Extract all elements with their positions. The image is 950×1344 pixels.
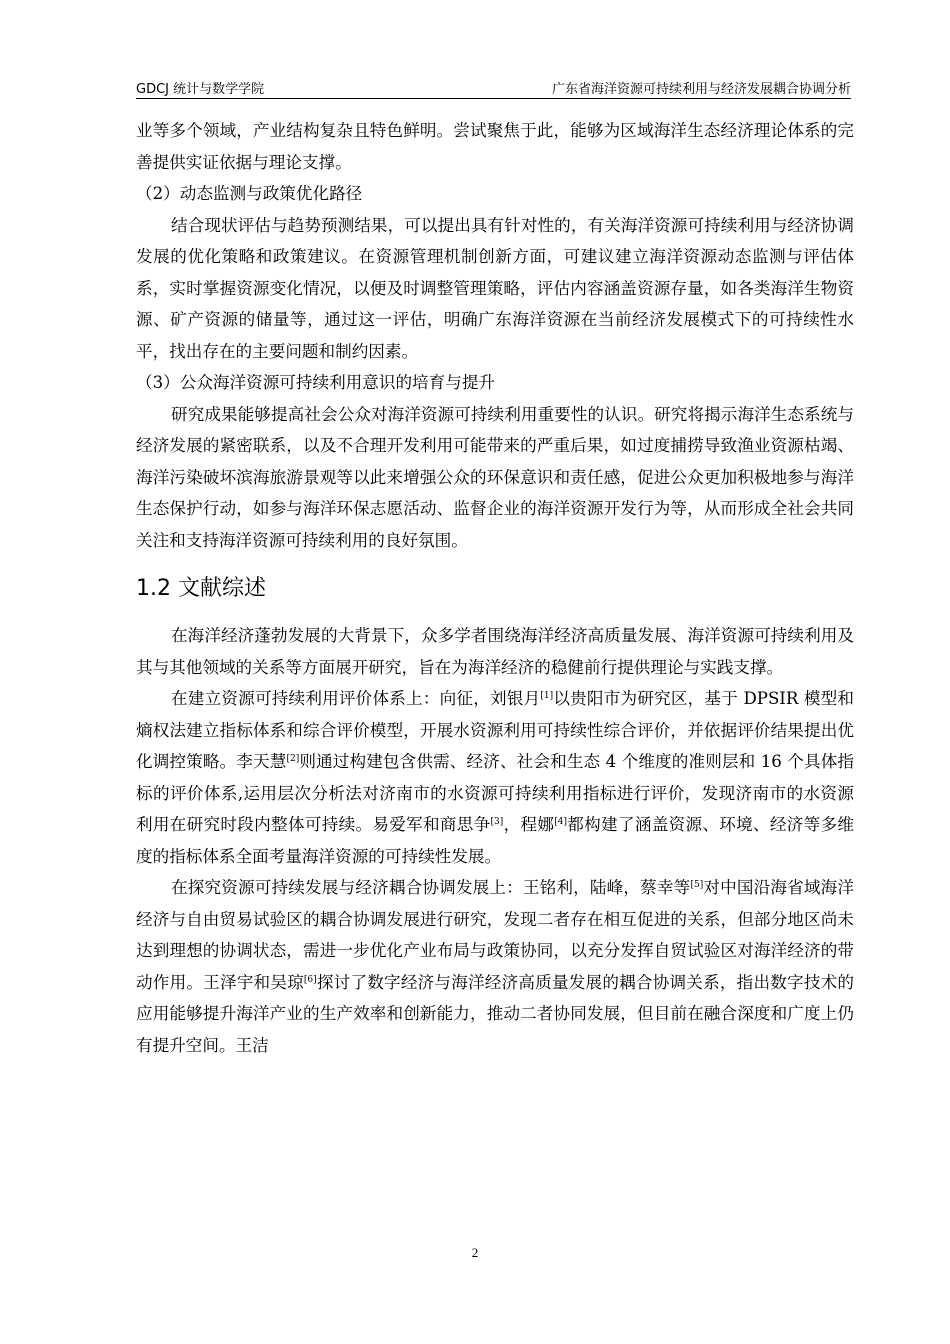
citation-2: [2]: [286, 754, 300, 764]
subheading-3: （3）公众海洋资源可持续利用意识的培育与提升: [136, 373, 496, 392]
paragraph-coupling-coordination: [136, 872, 854, 1061]
paragraph-evaluation-system: [136, 683, 854, 872]
paragraph-awareness: 研究成果能够提高社会公众对海洋资源可持续利用重要性的认识。研究将揭示海洋生态系统与经济发展的紧密联系，以及不合理开发利用可能带来的严重后果，如过度捕捞导致渔业资源枯竭、海洋污染破坏滨海旅游景观等以此来增强公众的环保意识和责任感，促进公众更加积极地参与海洋生态保护行动，如参与海洋环保志愿活动、监督企业的海洋资源开发行为等，从而形成全社会共同关注和支持海洋资源可持续利用的良好氛围。: [136, 404, 854, 550]
header-left-text: GDCJ 统计与数学学院: [136, 82, 265, 97]
text-segment: 在探究资源可持续发展与经济耦合协调发展上：王铭利，陆峰，蔡幸等: [171, 878, 691, 897]
header-right-text: 广东省海洋资源可持续利用与经济发展耦合协调分析: [551, 82, 851, 97]
citation-1: [1]: [540, 691, 554, 701]
paragraph-monitoring: 结合现状评估与趋势预测结果，可以提出具有针对性的，有关海洋资源可持续利用与经济协调发展的优化策略和政策建议。在资源管理机制创新方面，可建议建立海洋资源动态监测与评估体系，实时掌握资源变化情况，以便及时调整管理策略，评估内容涵盖资源存量，如各类海洋生物资源、矿产资源的储量等，通过这一评估，明确广东海洋资源在当前经济发展模式下的可持续性水平，找出存在的主要问题和制约因素。: [136, 215, 854, 361]
citation-4: [4]: [554, 817, 567, 827]
page-number: 2: [471, 1245, 479, 1260]
citation-6: [6]: [303, 974, 317, 985]
text-segment: 探讨了数字经济与海洋经济高质量发展的耦合协调关系，指出数字技术的应用能够提升海洋产业的生产效率和创新能力，推动二者协同发展，但目前在融合深度和广度上仍有提升空间。王洁: [136, 972, 855, 1055]
page-header: [136, 76, 851, 99]
text-segment: 都构建了涵盖资源、环境、经济等多维度的指标体系全面考量海洋资源的可持续性发展。: [136, 815, 855, 866]
text-segment: 以贵阳市为研究区，基于 DPSIR 模型和熵权法建立指标体系和综合评价模型，开展水资源利用可持续性综合评价，并依据评价结果提出优化调控策略。李天慧: [136, 689, 855, 771]
paragraph-background: 在海洋经济蓬勃发展的大背景下，众多学者围绕海洋经济高质量发展、海洋资源可持续利用及其与其他领域的关系等方面展开研究，旨在为海洋经济的稳健前行提供理论与实践支撑。: [136, 626, 854, 677]
text-segment: 在建立资源可持续利用评价体系上：向征，刘银月: [171, 689, 541, 708]
body-text: [136, 115, 854, 1061]
paragraph-continuation: 业等多个领域，产业结构复杂且特色鲜明。尝试聚焦于此，能够为区域海洋生态经济理论体系的完善提供实证依据与理论支撑。: [136, 121, 854, 172]
subheading-2: （2）动态监测与政策优化路径: [136, 184, 363, 203]
text-segment: 对中国沿海省域海洋经济与自由贸易试验区的耦合协调发展进行研究，发现二者存在相互促进的关系，但部分地区尚未达到理想的协调状态，需进一步优化产业布局与政策协同，以充分发挥自贸试验区对海洋经济的带动作用。王泽宇和吴琼: [136, 878, 855, 992]
citation-3: [3]: [490, 817, 504, 827]
text-segment: ，程娜: [503, 815, 555, 834]
section-heading-literature-review: 1.2 文献综述: [136, 576, 266, 601]
text-segment: 则通过构建包含供需、经济、社会和生态 4 个维度的准则层和 16 个具体指标的评价体系,运用层次分析法对济南市的水资源可持续利用指标进行评价，发现济南市的水资源利用在研究时段内整体可持续。易爱军和商思争: [136, 752, 855, 834]
citation-5: [5]: [690, 880, 704, 890]
